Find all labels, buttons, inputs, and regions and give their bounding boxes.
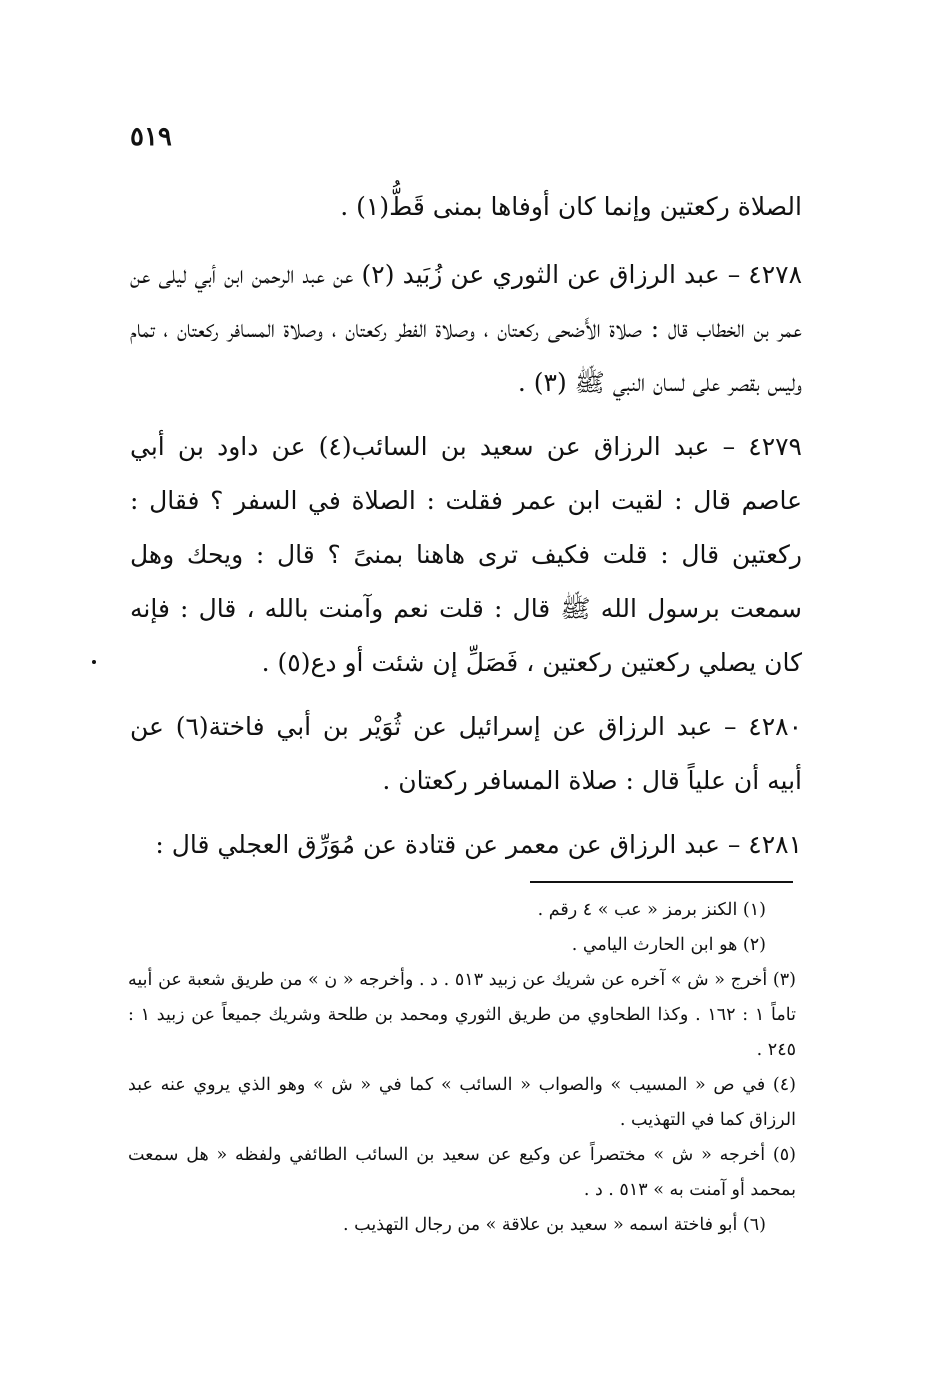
stray-dot xyxy=(92,660,96,664)
hadith-4281: ٤٢٨١ – عبد الرزاق عن معمر عن قتادة عن مُوَرِّق العجلي قال : xyxy=(155,830,802,859)
footnotes xyxy=(128,893,796,1243)
page-number: ٥١٩ xyxy=(130,122,172,152)
footnote-3: (٣) أخرج « ش » آخره عن شريك عن زبيد ٥١٣ . د . وأخرجه « ن » من طريق شعبة عن أبيه تاماً ١ : ١٦٢ . وكذا الطحاوي من طريق الثوري ومحمد بن طلحة وشريك جميعاً عن زبيد ١ : ٢٤٥ . xyxy=(128,970,796,1060)
footnote-separator xyxy=(530,881,793,883)
footnote-2: (٢) هو ابن الحارث اليامي . xyxy=(571,935,766,955)
footnote-4: (٤) في ص « المسيب » والصواب « السائب » كما في « ش » وهو الذي يروي عنه عبد الرزاق كما في التهذيب . xyxy=(128,1075,796,1130)
footnote-1: (١) الكنز برمز « عب » ٤ رقم . xyxy=(537,900,766,920)
hadith-4279: ٤٢٧٩ – عبد الرزاق عن سعيد بن السائب(٤) عن داود بن أبي عاصم قال : لقيت ابن عمر فقلت : الصلاة في السفر ؟ فقال : ركعتين قال : قلت فكيف ترى هاهنا بمنىً ؟ قال : ويحك وهل سمعت برسول الله ﷺ قال : قلت نعم وآمنت بالله ، قال : فإنه كان يصلي ركعتين ركعتين ، فَصَلِّ إن شئت أو دع(٥) . xyxy=(130,432,802,677)
hadith-4278: ٤٢٧٨ – عبد الرزاق عن الثوري عن زُبَيد (٢) عن عبد الرحمن ابن أبي ليلى عن عمر بن الخطاب قال : صلاة الأَضحى ركعتان ، وصلاة الفطر ركعتان ، وصلاة المسافر ركعتان ، تمام وليس بقصر على لسان النبي ﷺ (٣) . xyxy=(130,260,802,397)
footnote-6: (٦) أبو فاختة اسمه « سعيد بن علاقة » من رجال التهذيب . xyxy=(343,1215,766,1235)
main-text xyxy=(130,180,802,882)
paragraph-continuation: الصلاة ركعتين وإنما كان أوفاها بمنى قَطُّ(١) . xyxy=(340,192,802,221)
footnote-5: (٥) أخرجه « ش » مختصراً عن وكيع عن سعيد بن السائب الطائفي ولفظه « هل سمعت بمحمد أو آمنت به » ٥١٣ . د . xyxy=(128,1145,796,1200)
hadith-4280: ٤٢٨٠ – عبد الرزاق عن إسرائيل عن ثُوَيْر بن أبي فاختة(٦) عن أبيه أن علياً قال : صلاة المسافر ركعتان . xyxy=(130,712,802,795)
